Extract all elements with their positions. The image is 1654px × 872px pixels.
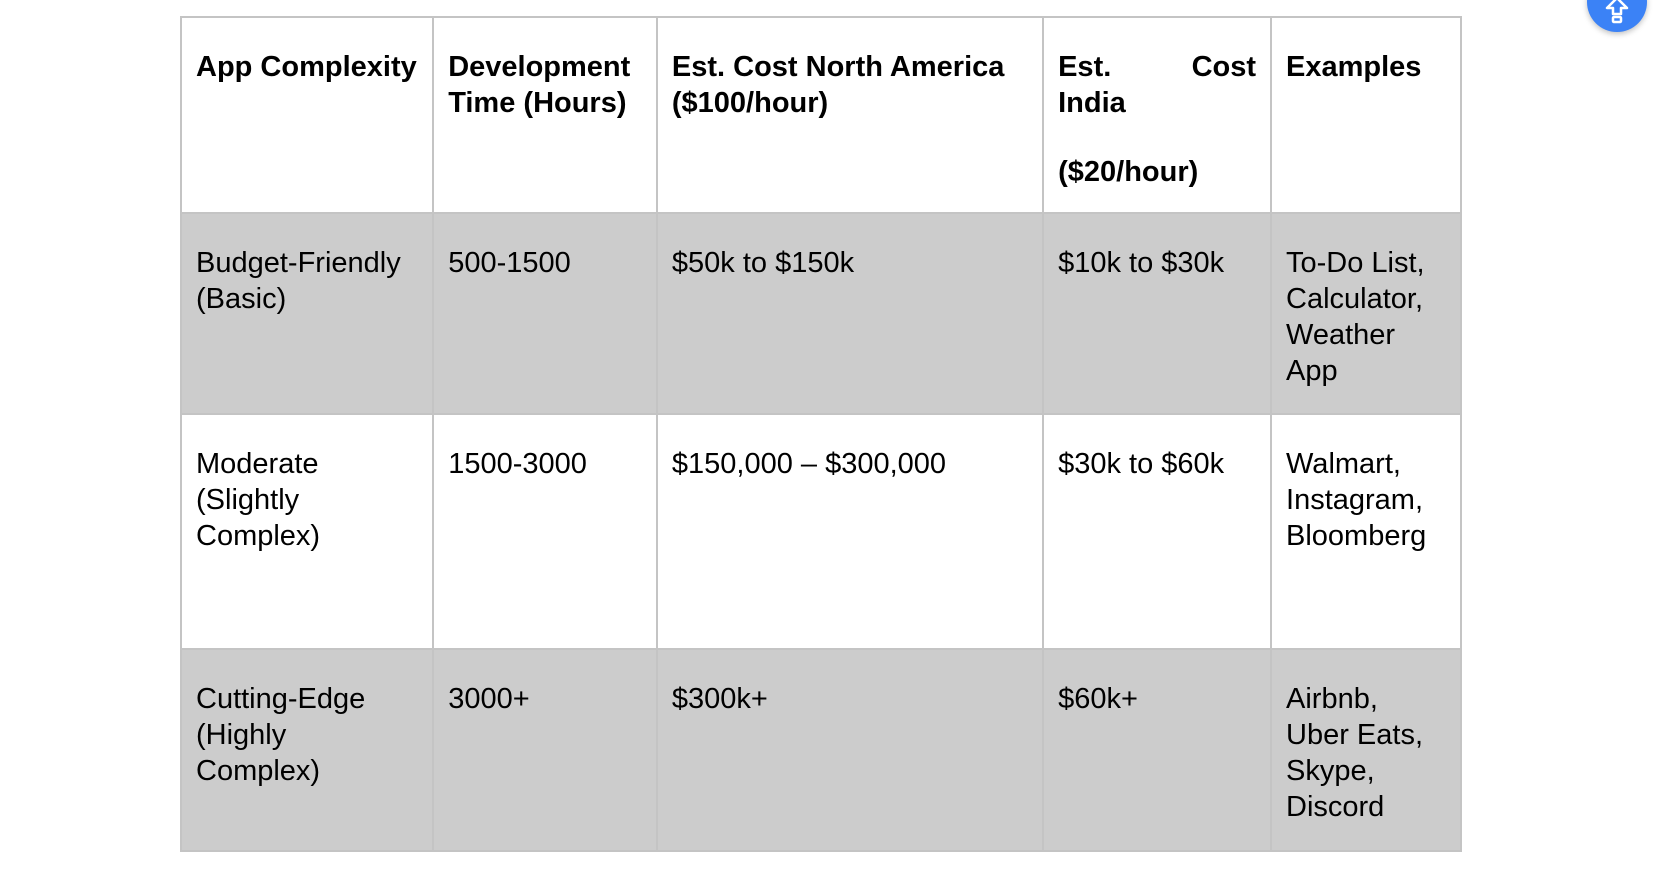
header-app-complexity: App Complexity xyxy=(181,17,433,213)
cell-cost-na: $300k+ xyxy=(657,649,1043,851)
table-row xyxy=(181,213,1461,414)
upload-fab-button[interactable] xyxy=(1587,0,1647,32)
cell-dev-time: 500-1500 xyxy=(433,213,657,414)
cell-examples: To-Do List, Calculator, Weather App xyxy=(1271,213,1461,414)
cell-dev-time: 3000+ xyxy=(433,649,657,851)
header-development-time: Development Time (Hours) xyxy=(433,17,657,213)
header-cost-india-country: India xyxy=(1058,87,1126,119)
table-header-row xyxy=(181,17,1461,213)
cell-complexity: Moderate (Slightly Complex) xyxy=(181,414,433,649)
table-row xyxy=(181,414,1461,649)
header-cost-india-rate: ($20/hour) xyxy=(1058,156,1199,188)
header-examples: Examples xyxy=(1271,17,1461,213)
header-cost-india xyxy=(1043,17,1271,213)
app-cost-table xyxy=(180,16,1462,852)
header-cost-india-cost: Cost xyxy=(1191,51,1257,83)
cell-examples: Walmart, Instagram, Bloomberg xyxy=(1271,414,1461,649)
cell-cost-india: $10k to $30k xyxy=(1043,213,1271,414)
cell-cost-india: $60k+ xyxy=(1043,649,1271,851)
cell-complexity: Cutting-Edge (Highly Complex) xyxy=(181,649,433,851)
header-cost-india-est: Est. xyxy=(1058,51,1112,83)
cell-cost-na: $150,000 – $300,000 xyxy=(657,414,1043,649)
cell-dev-time: 1500-3000 xyxy=(433,414,657,649)
cell-examples: Airbnb, Uber Eats, Skype, Discord xyxy=(1271,649,1461,851)
cell-cost-india: $30k to $60k xyxy=(1043,414,1271,649)
table-row xyxy=(181,649,1461,851)
upload-arrow-icon xyxy=(1603,0,1631,24)
cell-cost-na: $50k to $150k xyxy=(657,213,1043,414)
cell-complexity: Budget-Friendly (Basic) xyxy=(181,213,433,414)
header-cost-north-america: Est. Cost North America ($100/hour) xyxy=(657,17,1043,213)
